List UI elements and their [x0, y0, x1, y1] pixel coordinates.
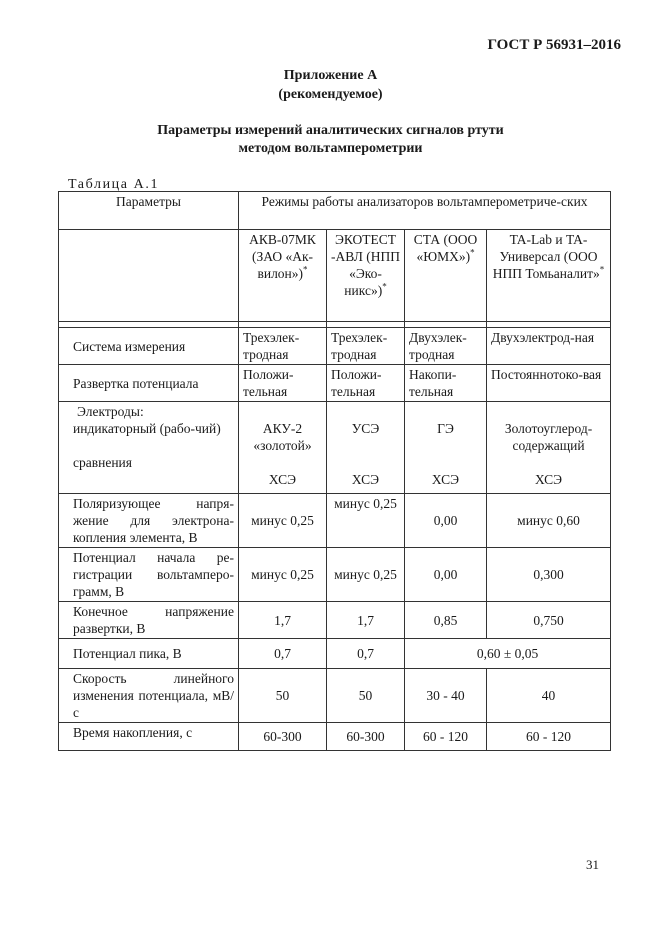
- section-title-line2: методом вольтамперометрии: [238, 141, 423, 156]
- table-cell: 60 - 120: [405, 723, 487, 751]
- table-cell: 0,750: [487, 602, 611, 639]
- row-label-sweep: Развертка потенциала: [59, 365, 239, 402]
- table-row: [59, 365, 611, 402]
- table-cell: 0,7: [239, 639, 327, 669]
- table-cell: минус 0,25: [327, 494, 405, 548]
- table-cell: 0,300: [487, 548, 611, 602]
- table-cell: 0,60 ± 0,05: [405, 639, 611, 669]
- analyzers-empty-cell: [59, 230, 239, 322]
- table-cell: 0,7: [327, 639, 405, 669]
- section-title-line1: Параметры измерений аналитических сигналов ртути: [157, 123, 504, 138]
- standard-number: ГОСТ Р 56931–2016: [487, 37, 621, 53]
- table-header-row: [59, 192, 611, 230]
- table-cell: Накопи-тельная: [405, 365, 487, 402]
- row-label-accumulation: Время накопления, с: [59, 723, 239, 751]
- table-cell: минус 0,25: [239, 494, 327, 548]
- table-cell: 60-300: [327, 723, 405, 751]
- row-label-start-potential: Потенциал начала ре-гистрации вольтампеpо-грамм, В: [59, 548, 239, 602]
- table-cell: 1,7: [327, 602, 405, 639]
- table-cell: 60 - 120: [487, 723, 611, 751]
- appendix-subtitle: (рекомендуемое): [278, 87, 383, 102]
- table-cell: минус 0,60: [487, 494, 611, 548]
- param-header-cell: Параметры: [59, 192, 239, 230]
- table-row: [59, 723, 611, 751]
- table-cell: 40: [487, 669, 611, 723]
- table-cell: Двухэлек-тродная: [405, 328, 487, 365]
- row-label-polarizing: Поляризующее напря-жение для электрона-копления элемента, В: [59, 494, 239, 548]
- analyzer-ecotest: ЭКОТЕСТ -АВЛ (НПП «Эко-никс»)*: [327, 230, 405, 322]
- table-cell: 0,85: [405, 602, 487, 639]
- modes-header-cell: Режимы работы анализаторов вольтамперометриче-ских: [239, 192, 611, 230]
- table-row: [59, 602, 611, 639]
- analyzers-row: [59, 230, 611, 322]
- analyzer-talab: TA-Lab и TA-Универсал (ООО НПП Томьаналит»*: [487, 230, 611, 322]
- table-cell: минус 0,25: [239, 548, 327, 602]
- table-cell: Положи-тельная: [239, 365, 327, 402]
- table-cell: Положи-тельная: [327, 365, 405, 402]
- analyzer-sta: СТА (ООО «ЮМХ»)*: [405, 230, 487, 322]
- row-label-system: Система измерения: [59, 328, 239, 365]
- analyzer-akv: АКВ-07МК (ЗАО «Ак-вилон»)*: [239, 230, 327, 322]
- table-cell: 0,00: [405, 494, 487, 548]
- appendix-title: Приложение А: [283, 68, 378, 83]
- table-cell: 1,7: [239, 602, 327, 639]
- parameters-table: [58, 191, 611, 751]
- table-cell: Золотоуглерод-содержащий ХСЭ: [487, 402, 611, 494]
- table-row: [59, 328, 611, 365]
- row-label-rate: Скорость линейного изменения потенциала, мВ/с: [59, 669, 239, 723]
- table-cell: ГЭ ХСЭ: [405, 402, 487, 494]
- row-label-electrodes: Электроды: индикаторный (рабо-чий) сравнения: [59, 402, 239, 494]
- table-cell: Двухэлектрод-ная: [487, 328, 611, 365]
- table-caption: Таблица А.1: [68, 177, 160, 192]
- table-cell: минус 0,25: [327, 548, 405, 602]
- table-row: [59, 494, 611, 548]
- table-row: [59, 402, 611, 494]
- table-row: [59, 548, 611, 602]
- table-cell: УСЭ ХСЭ: [327, 402, 405, 494]
- row-label-end-voltage: Конечное напряжение развертки, В: [59, 602, 239, 639]
- table-cell: АКУ-2 «золотой» ХСЭ: [239, 402, 327, 494]
- row-label-peak: Потенциал пика, В: [59, 639, 239, 669]
- table-cell: Трехэлек-тродная: [239, 328, 327, 365]
- table-cell: 50: [239, 669, 327, 723]
- table-cell: 60-300: [239, 723, 327, 751]
- table-row: [59, 639, 611, 669]
- table-row: [59, 669, 611, 723]
- table-cell: 0,00: [405, 548, 487, 602]
- table-cell: Трехэлек-тродная: [327, 328, 405, 365]
- table-cell: Постояннотоко-вая: [487, 365, 611, 402]
- table-cell: 50: [327, 669, 405, 723]
- table-cell: 30 - 40: [405, 669, 487, 723]
- page-number: 31: [586, 857, 599, 872]
